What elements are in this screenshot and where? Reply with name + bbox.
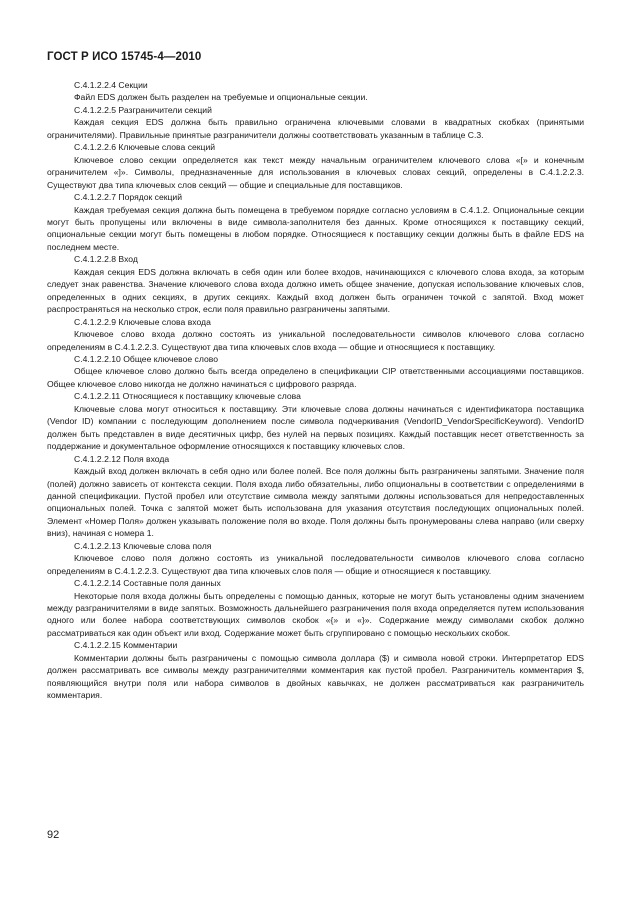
document-body bbox=[47, 79, 584, 702]
section-heading: C.4.1.2.2.11 Относящиеся к поставщику ключевые слова bbox=[74, 391, 301, 402]
document-header: ГОСТ Р ИСО 15745-4—2010 bbox=[47, 51, 202, 63]
section-heading: C.4.1.2.2.8 Вход bbox=[74, 254, 138, 265]
paragraph: Каждая секция EDS должна быть правильно ограничена ключевыми словами в квадратных скобках (принятыми ограничителями). Правильные принятые разграничители должны соответствовать указанным в таблице C.3. bbox=[47, 117, 584, 140]
page-number: 92 bbox=[47, 829, 60, 841]
paragraph: Каждая секция EDS должна включать в себя один или более входов, начинающихся с ключевого слова входа, за которым следует знак равенства. Значение ключевого слова входа должно иметь общее значение, допуская использование ключевых слов, определенных в одних секциях, в других секциях. Каждый вход должен быть ограничен точкой с запятой. Вход может распространяться на несколько строк, если поля правильно разграничены запятыми. bbox=[47, 266, 584, 315]
section-heading: C.4.1.2.2.10 Общее ключевое слово bbox=[74, 353, 218, 364]
paragraph: Некоторые поля входа должны быть определены с помощью данных, которые не могут быть установлены одним значением между разграничителями в виде запятых. Возможность дальнейшего разграничения поля входа определяется путем использования одного или более набора соответствующих символов скобок «{» и «}». Содержание между символами скобок должно рассматриваться как один объект или вход. Содержание может быть сгруппировано с помощью нескольких скобок. bbox=[47, 590, 584, 638]
section-heading: C.4.1.2.2.13 Ключевые слова поля bbox=[74, 540, 212, 551]
paragraph: Общее ключевое слово должно быть всегда определено в спецификации CIP ответственными ассоциациями поставщиков. Общее ключевое слово никогда не должно начинаться с цифрового разряда. bbox=[47, 366, 584, 389]
paragraph: Ключевые слова могут относиться к поставщику. Эти ключевые слова должны начинаться с идентификатора поставщика (Vendor ID) компании с последующим дополнением после символа подчеркивания (VendorID_VendorSpecificKeyword). VendorID должен быть представлен в виде десятичных цифр, без нулей на первых позициях. Каждый поставщик несет ответственность за поддержание и документальное оформление относящихся к поставщику ключевых слов. bbox=[47, 403, 584, 452]
paragraph: Ключевое слово поля должно состоять из уникальной последовательности символов ключевого слова согласно определениям в C.4.1.2.2.3. Существуют два типа ключевых слов поля — общие и относящиеся к поставщику. bbox=[47, 553, 584, 576]
section-heading: C.4.1.2.2.14 Составные поля данных bbox=[74, 578, 221, 589]
section-heading: C.4.1.2.2.12 Поля входа bbox=[74, 453, 170, 464]
paragraph: Комментарии должны быть разграничены с помощью символа доллара ($) и символа новой строки. Интерпретатор EDS должен рассматривать все символы между разграничителями комментария как пустой пробел. Разграничитель комментария $, появляющийся внутри поля или набора символов в двойных кавычках, не должен рассматриваться как разграничитель комментария. bbox=[47, 652, 584, 701]
paragraph: Ключевое слово секции определяется как текст между начальным ограничителем ключевого слова «[» и конечным ограничителем «]». Символы, предназначенные для использования в ключевых словах секций, определены в C.4.1.2.2.3. Существуют два типа ключевых слов секций — общие и специальные для поставщиков. bbox=[47, 154, 584, 190]
section-heading: C.4.1.2.2.4 Секции bbox=[74, 80, 148, 90]
section-heading: C.4.1.2.2.15 Комментарии bbox=[74, 640, 178, 651]
paragraph: Ключевое слово входа должно состоять из уникальной последовательности символов ключевого слова согласно определениям в C.4.1.2.2.3. Существуют два типа ключевых слов входа — общие и относящиеся к поставщику. bbox=[47, 329, 584, 352]
section-heading: C.4.1.2.2.7 Порядок секций bbox=[74, 192, 183, 203]
paragraph: Каждая требуемая секция должна быть помещена в требуемом порядке согласно условиям в C.4.1.2. Опциональные секции могут быть пропущены или включены в виде символа-заполнителя без данных. Кроме относящихся к поставщику секций, опциональные секции могут быть помещены в любом порядке. Относящиеся к поставщику секции должны быть в файле EDS на последнем месте. bbox=[47, 204, 584, 252]
paragraph: Каждый вход должен включать в себя одно или более полей. Все поля должны быть разграничены запятыми. Значение поля (полей) должно зависеть от контекста секции. Поля входа либо обязательны, либо опциональны в соответствии с определениями в данной спецификации. Пустой пробел или отсутствие символа между запятыми должны использоваться для непредоставленных опциональных полей. Точка с запятой может быть использована для указания отсутствия последующих опциональных полей. Элемент «Номер Поля» должен указывать положение поля во входе. Поля должны быть пронумерованы слева направо (или сверху вниз), начиная с номера 1. bbox=[47, 466, 584, 539]
section-heading: C.4.1.2.2.6 Ключевые слова секций bbox=[74, 142, 216, 153]
section-heading: C.4.1.2.2.9 Ключевые слова входа bbox=[74, 316, 211, 327]
paragraph: Файл EDS должен быть разделен на требуемые и опциональные секции. bbox=[74, 92, 368, 103]
section-heading: C.4.1.2.2.5 Разграничители секций bbox=[74, 104, 212, 115]
